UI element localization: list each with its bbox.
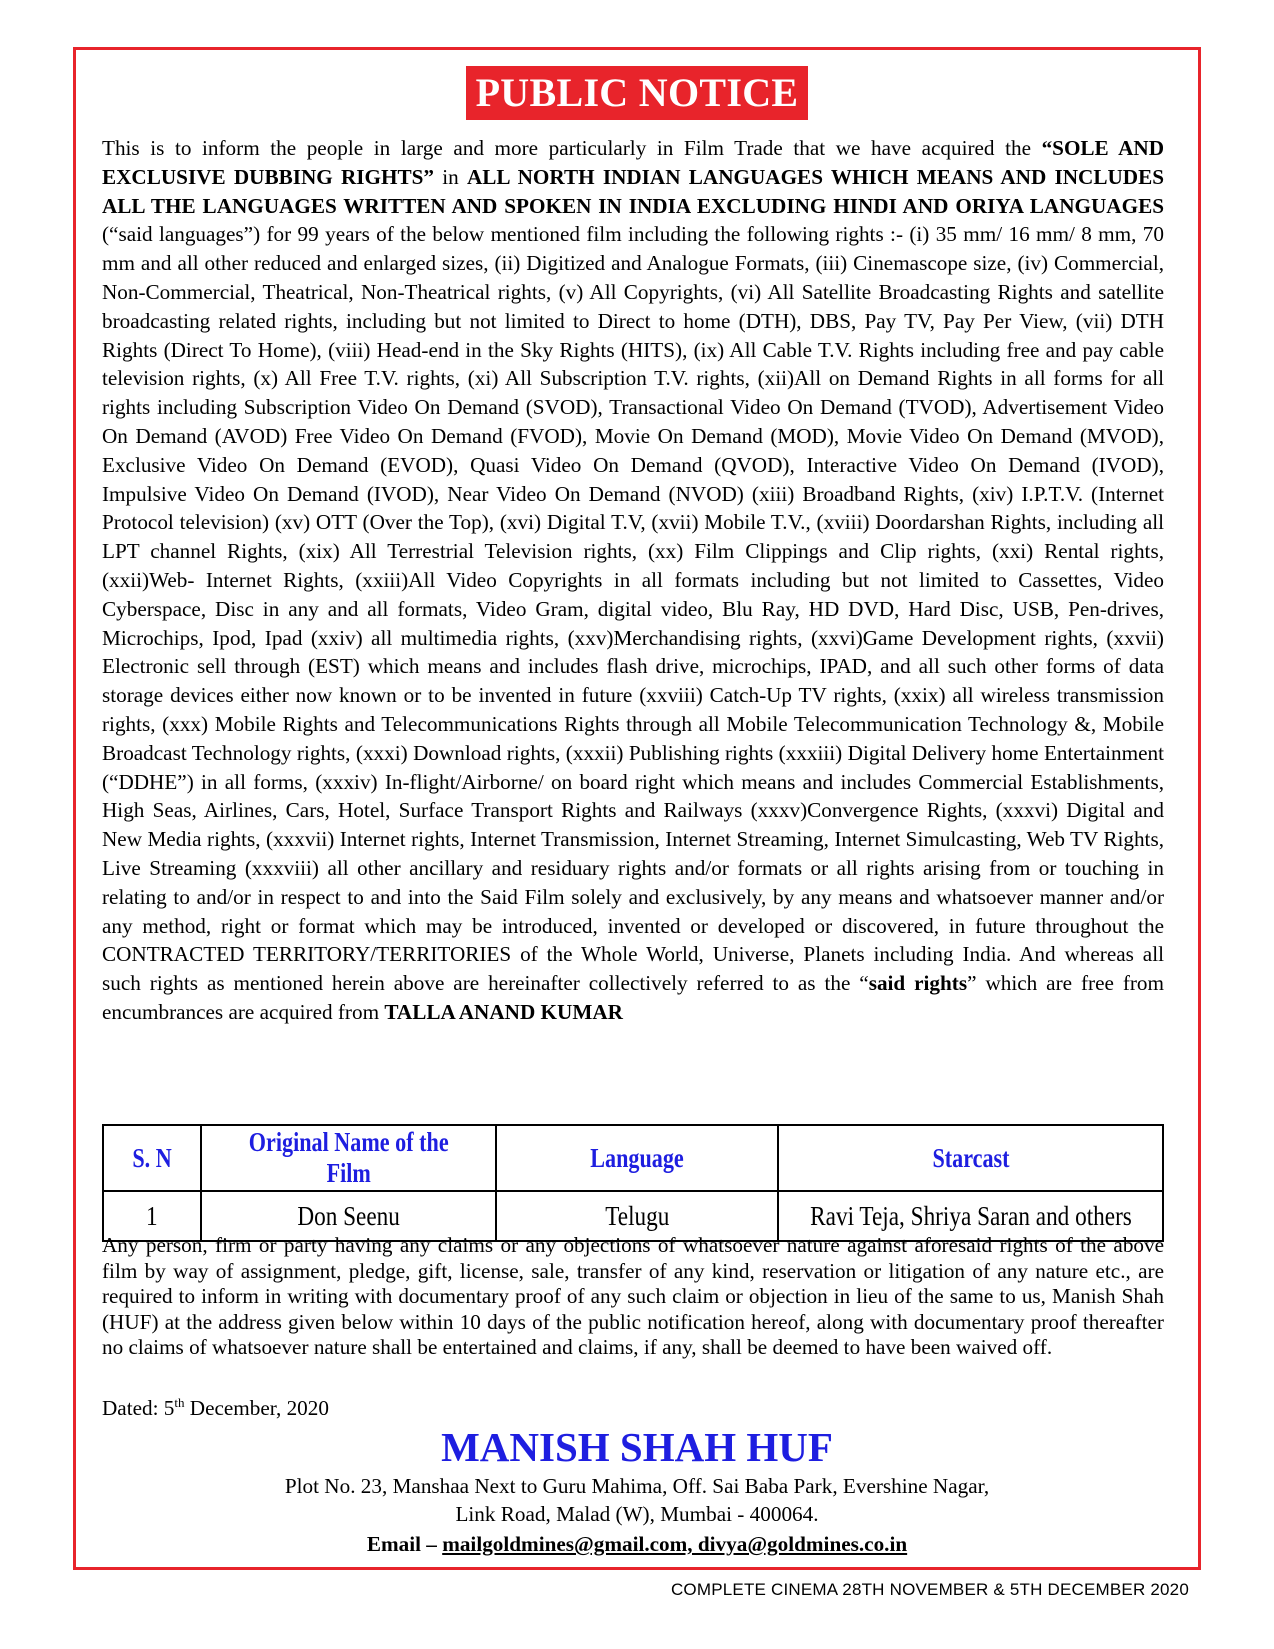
notice-body-bold-text: TALLA ANAND KUMAR: [384, 999, 623, 1024]
cell-film-name: Don Seenu: [201, 1191, 496, 1241]
address-line-2: Link Road, Malad (W), Mumbai - 400064.: [455, 1502, 819, 1526]
header-starcast: Starcast: [778, 1125, 1163, 1191]
cell-sn: 1: [103, 1191, 201, 1241]
film-table-header-row: [103, 1125, 1163, 1191]
notice-body-text: in: [434, 164, 467, 189]
email-line: [0, 1532, 1274, 1557]
header-film-name: Original Name of the Film: [201, 1125, 496, 1191]
title-wrap: [0, 66, 1274, 120]
film-table: [102, 1124, 1164, 1242]
notice-body-text: (“said languages”) for 99 years of the below mentioned film including the following rights :- (i) 35 mm/ 16 mm/ 8 mm, 70 mm and all other reduced and enlarged sizes, (ii) Digitized and Analogue Formats, (iii) Cinemascope size, (iv) Commercial, Non-Commercial, Theatrical, Non-Theatrical rights, (v) All Copyrights, (vi) All Satellite Broadcasting Rights and satellite broadcasting related rights, including but not limited to Direct to home (DTH), DBS, Pay TV, Pay Per View, (vii) DTH Rights (Direct To Home), (viii) Head-end in the Sky Rights (HITS), (ix) All Cable T.V. Rights including free and pay cable television rights, (x) All Free T.V. rights, (xi) All Subscription T.V. rights, (xii)All on Demand Rights in all forms for all rights including Subscription Video On Demand (SVOD), Transactional Video On Demand (TVOD), Advertisement Video On Demand (AVOD) Free Video On Demand (FVOD), Movie On Demand (MOD), Movie Video On Demand (MVOD), Exclusive Video On Demand (EVOD), Quasi Video On Demand (QVOD), Interactive Video On Demand (IVOD), Impulsive Video On Demand (IVOD), Near Video On Demand (NVOD) (xiii) Broadband Rights, (xiv) I.P.T.V. (Internet Protocol television) (xv) OTT (Over the Top), (xvi) Digital T.V, (xvii) Mobile T.V., (xviii) Doordarshan Rights, including all LPT channel Rights, (xix) All Terrestrial Television rights, (xx) Film Clippings and Clip rights, (xxi) Rental rights, (xxii)Web- Internet Rights, (xxiii)All Video Copyrights in all formats including but not limited to Cassettes, Video Cyberspace, Disc in any and all formats, Video Gram, digital video, Blu Ray, HD DVD, Hard Disc, USB, Pen-drives, Microchips, Ipod, Ipad (xxiv) all multimedia rights, (xxv)Merchandising rights, (xxvi)Game Development rights, (xxvii) Electronic sell through (EST) which means and includes flash drive, microchips, IPAD, and all such other forms of data storage devices either now known or to be invented in future (xxviii) Catch-Up TV rights, (xxix) all wireless transmission rights, (xxx) Mobile Rights and Telecommunications Rights through all Mobile Telecommunication Technology &, Mobile Broadcast Technology rights, (xxxi) Download rights, (xxxii) Publishing rights (xxxiii) Digital Delivery home Entertainment (“DDHE”) in all forms, (xxxiv) In-flight/Airborne/ on board right which means and includes Commercial Establishments, High Seas, Airlines, Cars, Hotel, Surface Transport Rights and Railways (xxxv)Convergence Rights, (xxxvi) Digital and New Media rights, (xxxvii) Internet rights, Internet Transmission, Internet Streaming, Internet Simulcasting, Web TV Rights, Live Streaming (xxxviii) all other ancillary and residuary rights and/or formats or all rights arising from or touching in relating to and/or in respect to and into the Said Film solely and exclusively, by any means and whatsoever manner and/or any method, right or format which may be introduced, invented or developed or discovered, in future throughout the CONTRACTED TERRITORY/TERRITORIES of the Whole World, Universe, Planets including India. And whereas all such rights as mentioned herein above are hereinafter collectively referred to as the “: [102, 222, 1164, 996]
claims-paragraph: Any person, firm or party having any claims or any objections of whatsoever nature against aforesaid rights of the above film by way of assignment, pledge, gift, license, sale, transfer of any kind, reservation or litigation of any nature etc., are required to inform in writing with documentary proof of any such claim or objection in lieu of the same to us, Manish Shah (HUF) at the address given below within 10 days of the public notification hereof, along with documentary proof thereafter no claims of whatsoever nature shall be entertained and claims, if any, shall be deemed to have been waived off.: [102, 1233, 1164, 1359]
publication-footer: COMPLETE CINEMA 28TH NOVEMBER & 5TH DECEMBER 2020: [670, 1580, 1189, 1599]
company-name: MANISH SHAH HUF: [441, 1424, 833, 1470]
cell-language: Telugu: [496, 1191, 778, 1241]
notice-body: [102, 134, 1164, 1027]
notice-body-bold-text: ALL NORTH INDIAN LANGUAGES WHICH MEANS AND INCLUDES ALL THE LANGUAGES WRITTEN AND SPOKEN IN INDIA EXCLUDING HINDI AND ORIYA LANGUAGES: [102, 164, 1164, 218]
cell-starcast: Ravi Teja, Shriya Saran and others: [778, 1191, 1163, 1241]
address-line-1: Plot No. 23, Manshaa Next to Guru Mahima, Off. Sai Baba Park, Evershine Nagar,: [284, 1474, 990, 1498]
dated-sup: th: [174, 1395, 185, 1410]
dated-prefix: Dated: 5: [102, 1396, 175, 1421]
header-language: Language: [496, 1125, 778, 1191]
notice-body-bold-text: “SOLE AND EXCLUSIVE DUBBING RIGHTS”: [102, 136, 1164, 189]
notice-body-bold-text: said rights: [868, 971, 968, 996]
notice-body-text: ” which are free from encumbrances are acquired from: [102, 971, 1164, 1024]
dated-suffix: December, 2020: [184, 1396, 329, 1421]
company-address: [0, 1472, 1274, 1528]
dated-line: [102, 1395, 329, 1421]
email-links[interactable]: mailgoldmines@gmail.com, divya@goldmines.co.in: [442, 1532, 908, 1556]
header-sn: S. N: [103, 1125, 201, 1191]
notice-title: PUBLIC NOTICE: [466, 66, 809, 120]
notice-body-text: This is to inform the people in large and more particularly in Film Trade that we have acquired the: [102, 136, 1042, 160]
email-label: Email –: [366, 1532, 443, 1556]
